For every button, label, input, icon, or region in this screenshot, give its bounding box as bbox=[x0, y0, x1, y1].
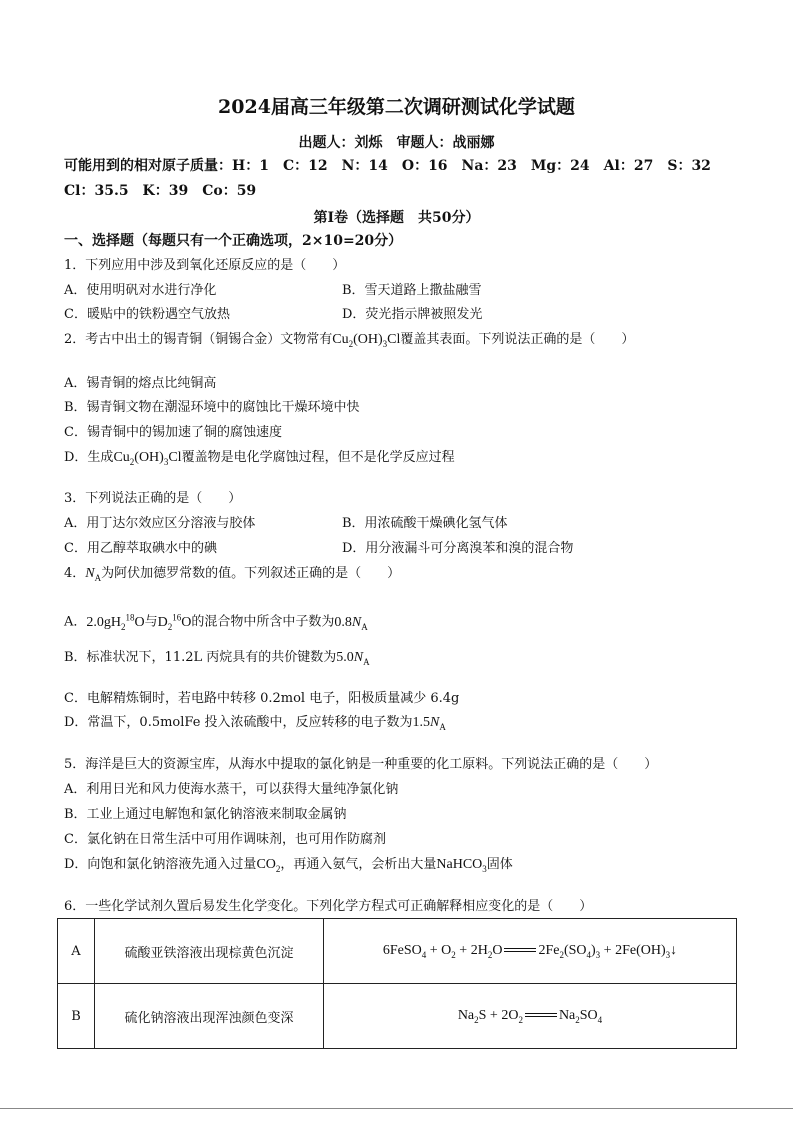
q2-option-c: C．锡青铜中的锡加速了铜的腐蚀速度 bbox=[64, 425, 282, 440]
q5-option-d bbox=[64, 856, 513, 878]
q4-stem-post: 为阿伏加德罗常数的值。下列叙述正确的是（ ） bbox=[101, 566, 401, 581]
q4-d-value: $1.5N_A$ bbox=[412, 715, 446, 732]
q4-stem-num: 4． bbox=[64, 566, 86, 581]
q6-row-a-option: A bbox=[58, 919, 95, 984]
q5-option-a: A．利用日光和风力使海水蒸干，可以获得大量纯净氯化钠 bbox=[64, 782, 399, 797]
atomic-masses-line-1: 可能用到的相对原子质量：H：1 C：12 N：14 O：16 Na：23 Mg：24 Al：27 S：32 bbox=[64, 158, 711, 174]
q4-a-pre: A． bbox=[64, 614, 87, 630]
q4-b-pre: B．标准状况下，11.2L 丙烷具有的共价键数为 bbox=[64, 650, 337, 665]
q4-na-symbol: $N_A$ bbox=[85, 566, 102, 583]
q1-option-b: B．雪天道路上撒盐融雪 bbox=[342, 283, 482, 298]
exam-title: 2024届高三年级第二次调研测试化学试题 bbox=[218, 96, 575, 118]
table-row bbox=[58, 984, 737, 1049]
q3-stem: 3．下列说法正确的是（ ） bbox=[64, 491, 242, 506]
q4-a-formula-1: $2.0gH_2^{18}O$ bbox=[86, 612, 145, 632]
q5-stem: 5．海洋是巨大的资源宝库，从海水中提取的氯化钠是一种重要的化工原料。下列说法正确的是（ ） bbox=[64, 757, 658, 772]
q2-option-b: B．锡青铜文物在潮湿环境中的腐蚀比干燥环境中快 bbox=[64, 400, 360, 415]
atomic-masses-line-2: Cl：35.5 K：39 Co：59 bbox=[64, 183, 257, 199]
q6-row-b-description: 硫化钠溶液出现浑浊颜色变深 bbox=[95, 984, 324, 1049]
q3-option-c: C．用乙醇萃取碘水中的碘 bbox=[64, 541, 217, 556]
q5-d-mid: ，再通入氨气，会析出大量 bbox=[280, 857, 437, 872]
q5-option-c: C．氯化钠在日常生活中可用作调味剂，也可用作防腐剂 bbox=[64, 832, 386, 847]
q4-option-c: C．电解精炼铜时，若电路中转移 0.2mol 电子，阳极质量减少 6.4g bbox=[64, 691, 460, 706]
q1-option-d: D．荧光指示牌被照发光 bbox=[342, 307, 483, 322]
q4-option-b bbox=[64, 649, 370, 671]
q2-stem-post: 覆盖其表面。下列说法正确的是（ ） bbox=[400, 332, 635, 347]
exam-authors: 出题人：刘烁 审题人：战丽娜 bbox=[298, 135, 495, 151]
q2-d-post: 覆盖物是电化学腐蚀过程，但不是化学反应过程 bbox=[181, 450, 455, 465]
q6-row-a-equation: 6FeSO$_4$ + $O_2 + 2H_2O$ $2Fe_2(SO_4)_3$ + $2Fe(OH)_3↓$ bbox=[324, 919, 737, 984]
q2-stem bbox=[64, 331, 634, 353]
q6-row-a-description: 硫酸亚铁溶液出现棕黄色沉淀 bbox=[95, 919, 324, 984]
q4-a-mid: 与 bbox=[144, 614, 158, 630]
q3-option-d: D．用分液漏斗可分离溴苯和溴的混合物 bbox=[342, 541, 574, 556]
equals-sign-icon bbox=[525, 1013, 557, 1017]
q5-d-pre: D．向饱和氯化钠溶液先通入过量 bbox=[64, 857, 257, 872]
page-bottom-rule bbox=[0, 1108, 793, 1109]
q4-option-a bbox=[64, 608, 368, 635]
q6-row-b-option: B bbox=[58, 984, 95, 1049]
q4-stem bbox=[64, 565, 400, 587]
q1-option-c: C．暖贴中的铁粉遇空气放热 bbox=[64, 307, 230, 322]
q5-d-nahco3: NaHCO$_3$ bbox=[436, 857, 487, 874]
equals-sign-icon bbox=[504, 948, 536, 952]
q2-d-formula: $Cu_2(OH)_3Cl$ bbox=[113, 450, 182, 467]
q2-stem-pre: 2．考古中出土的锡青铜（铜锡合金）文物常有 bbox=[64, 332, 333, 347]
q1-option-a: A．使用明矾对水进行净化 bbox=[64, 283, 217, 298]
q4-a-post: 的混合物中所含中子数为 bbox=[191, 614, 335, 630]
q4-b-value: $5.0N_A$ bbox=[336, 650, 370, 667]
q5-d-co2: $CO_2$ bbox=[256, 857, 281, 874]
q4-d-pre: D．常温下，0.5molFe 投入浓硫酸中，反应转移的电子数为 bbox=[64, 715, 413, 730]
q1-stem: 1．下列应用中涉及到氧化还原反应的是（ ） bbox=[64, 258, 346, 273]
q3-option-b: B．用浓硫酸干燥碘化氢气体 bbox=[342, 516, 508, 531]
q4-a-formula-2: $D_2^{16}O$ bbox=[157, 612, 192, 632]
section-title: 第Ⅰ卷（选择题 共50分） bbox=[313, 210, 480, 226]
q3-option-a: A．用丁达尔效应区分溶液与胶体 bbox=[64, 516, 256, 531]
q4-option-d bbox=[64, 714, 446, 736]
q5-option-b: B．工业上通过电解饱和氯化钠溶液来制取金属钠 bbox=[64, 807, 347, 822]
q6-row-b-equation: $Na_2S + 2O_2$ $Na_2SO_4$ bbox=[324, 984, 737, 1049]
part-heading: 一、选择题（每题只有一个正确选项，2×10=20分） bbox=[64, 233, 403, 249]
q2-formula: $Cu_2(OH)_3Cl$ bbox=[332, 332, 401, 349]
q6-stem: 6．一些化学试剂久置后易发生化学变化。下列化学方程式可正确解释相应变化的是（ ） bbox=[64, 899, 593, 914]
table-row bbox=[58, 919, 737, 984]
q5-d-post: 固体 bbox=[486, 857, 513, 872]
q6-table bbox=[57, 918, 737, 1049]
q2-option-d bbox=[64, 449, 455, 471]
q4-a-value: $0.8N_A$ bbox=[334, 614, 368, 632]
q2-option-a: A．锡青铜的熔点比纯铜高 bbox=[64, 376, 217, 391]
q2-d-pre: D．生成 bbox=[64, 450, 114, 465]
